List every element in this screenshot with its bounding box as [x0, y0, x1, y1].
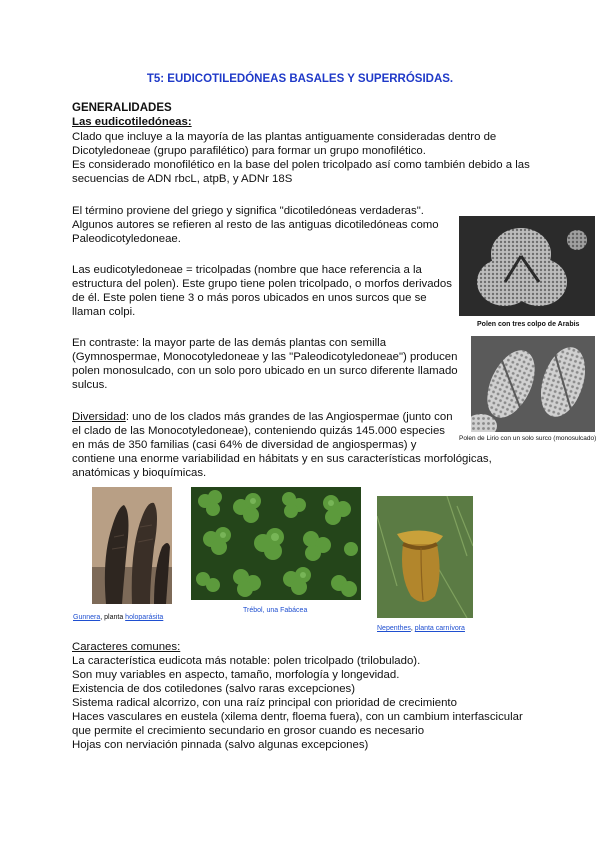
section-heading: GENERALIDADES [72, 102, 172, 114]
page-title: T5: EUDICOTILEDÓNEAS BASALES Y SUPERRÓSIDAS. [146, 73, 454, 85]
intro-line: Es considerado monofilético en la base del polen tricolpado así como también debido a las [72, 159, 530, 171]
holoparasite-link[interactable]: holoparásita [125, 614, 164, 621]
diversity-first-rest: : uno de los clados más grandes de las Angiospermae (junto con [125, 411, 453, 423]
contrast-line: En contraste: la mayor parte de las demás plantas con semilla [72, 337, 387, 349]
gunnera-caption [73, 613, 163, 622]
common-line: Sistema radical alcorrizo, con una raíz principal con prioridad de crecimiento [72, 697, 457, 709]
clover-image [191, 487, 361, 600]
common-characters [72, 640, 552, 752]
contrast-line: sulcus. [72, 379, 108, 391]
tricolpate-line: Las eudicotyledoneae = tricolpadas (nombre que hace referencia a la [72, 264, 422, 276]
term-line: Algunos autores se refieren al resto de las antiguas dicotiledóneas como [72, 219, 439, 231]
gunnera-caption-mid: , planta [100, 614, 126, 621]
common-line: Existencia de dos cotiledones (salvo raras excepciones) [72, 683, 356, 695]
common-line: Hojas con nerviación pinnada (salvo algunas excepciones) [72, 739, 369, 751]
term-line: Paleodicotyledoneae. [72, 233, 181, 245]
pollen-monosulcate-caption: Polen de Lirio con un solo surco (monosulcado) [459, 435, 597, 442]
nepenthes-image [377, 496, 473, 618]
contrast-line: polen monosulcado, con un solo poro ubicado en un surco diferente llamado [72, 365, 458, 377]
term-line: El término proviene del griego y significa "dicotiledóneas verdaderas". [72, 205, 424, 217]
intro-paragraph [72, 130, 532, 186]
intro-line: secuencias de ADN rbcL, atpB, y ADNr 18S [72, 173, 293, 185]
diversity-line: el clado de las Monocotyledoneae), conteniendo quizás 145.000 especies [72, 425, 445, 437]
gunnera-link[interactable]: Gunnera [73, 614, 101, 621]
pollen-tricolpate-image [459, 216, 595, 316]
common-heading: Caracteres comunes: [72, 641, 181, 653]
common-line: que permite el crecimiento secundario en grosor cuando es necesario [72, 725, 425, 737]
diversity-label: Diversidad [72, 411, 126, 423]
common-line: Haces vasculares en eustela (xilema dentr, floema fuera), con un cambium interfascicular [72, 711, 523, 723]
pollen-tricolpate-caption: Polen con tres colpo de Arabis [477, 321, 580, 328]
intro-line: Dicotyledoneae (grupo parafilético) para formar un grupo monofilético. [72, 145, 426, 157]
nepenthes-caption-mid: , [410, 625, 415, 632]
common-line: Son muy variables en aspecto, tamaño, morfología y longevidad. [72, 669, 400, 681]
carnivorous-plant-link[interactable]: planta carnívora [414, 625, 465, 632]
gunnera-image [92, 487, 172, 604]
subsection-heading: Las eudicotiledóneas: [72, 116, 192, 128]
contrast-line: (Gymnospermae, Monocotyledoneae y las "Paleodicotyledoneae") producen [72, 351, 458, 363]
clover-caption: Trébol, una Fabácea [243, 607, 308, 614]
diversity-line: en más de 350 familias (casi 64% de diversidad de angiospermas) y [72, 439, 417, 451]
nepenthes-link[interactable]: Nepenthes [377, 625, 411, 632]
diversity-line: anatómicas y bioquímicas. [72, 467, 207, 479]
tricolpate-line: llaman colpi. [72, 306, 136, 318]
contrast-paragraph [72, 336, 532, 392]
intro-line: Clado que incluye a la mayoría de las plantas antiguamente consideradas dentro de [72, 131, 497, 143]
common-line: La característica eudicota más notable: polen tricolpado (trilobulado). [72, 655, 421, 667]
tricolpate-line: estructura del polen). Este grupo tiene polen tricolpado, o morfos derivados [72, 278, 452, 290]
nepenthes-caption [377, 624, 465, 633]
diversity-line: contiene una enorme variabilidad en hábitats y en sus características morfológicas, [72, 453, 492, 465]
tricolpate-line: de él. Este polen tiene 3 o más poros ubicados en unos surcos que se [72, 292, 427, 304]
pollen-monosulcate-image [471, 336, 595, 432]
